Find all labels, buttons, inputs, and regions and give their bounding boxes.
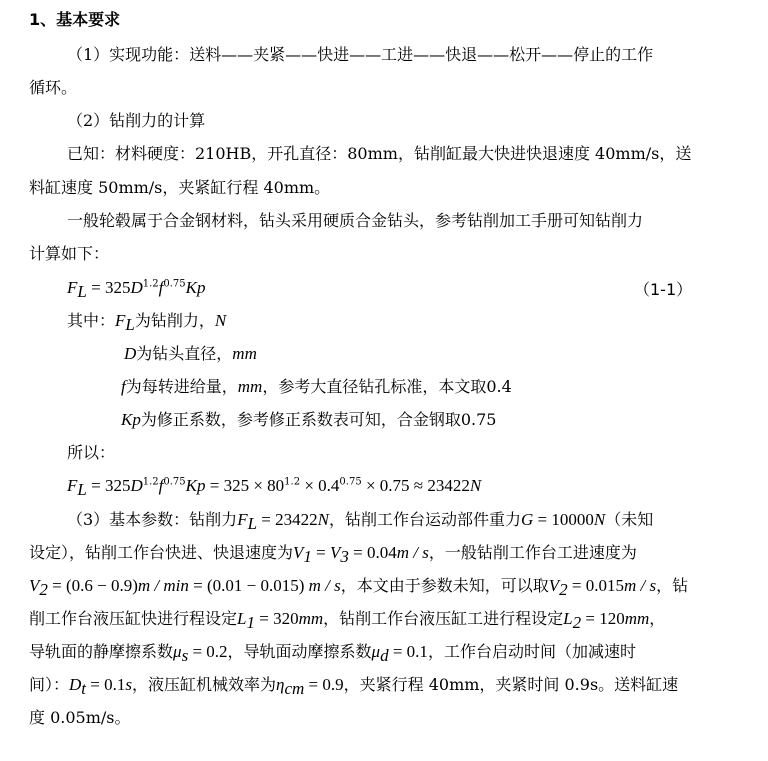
- basic-params-line6: [29, 675, 679, 699]
- p3-L1: L: [237, 609, 247, 628]
- basic-params-line4: [29, 609, 666, 633]
- p3-V2-unit1: m / min: [137, 576, 189, 595]
- formula2-D-exp: 1.2: [142, 476, 159, 488]
- p3-V2b-val: = 0.015: [567, 576, 625, 595]
- p3-Dt-val: = 0.1: [86, 675, 126, 694]
- p3-l6-b: ，液压缸机械效率为: [132, 675, 277, 694]
- p3-eta-val: = 0.9: [304, 675, 344, 694]
- formula2-D: D: [130, 476, 143, 495]
- formula1-f-exp: 0.75: [163, 278, 186, 290]
- basic-params-line2: [29, 543, 637, 567]
- p3-l5-c: ，工作台启动时间（加减速时: [427, 642, 636, 661]
- p3-l3-b: ，本文由于参数未知，可以取: [340, 576, 549, 595]
- p3-L1-unit: mm: [298, 609, 324, 628]
- basic-params-line3: [29, 576, 689, 600]
- where-line-f: [121, 377, 512, 397]
- where-f-desc: 为每转进给量，: [125, 377, 238, 396]
- formula1-D: D: [130, 278, 143, 297]
- where-line-F: [67, 311, 227, 335]
- p3-V2: V: [29, 576, 40, 595]
- p3-l1-c: （未知: [605, 510, 654, 529]
- p3-F-sub: L: [247, 514, 258, 534]
- formula2-tail: × 0.75 ≈ 23422: [361, 476, 470, 495]
- formula-1-1: [67, 278, 206, 302]
- formula2-f: f: [158, 476, 164, 495]
- p3-l1-a: （3）基本参数：钻削力: [67, 510, 238, 529]
- where-Kp-symbol: Kp: [121, 410, 141, 429]
- p3-l3-c: ，钻: [656, 576, 689, 595]
- p3-G: G: [521, 510, 534, 529]
- p3-Dt: D: [69, 675, 82, 694]
- p3-V2-sub: 2: [39, 580, 48, 600]
- where-F-desc: 为钻削力，: [134, 311, 215, 330]
- p3-F: F: [237, 510, 248, 529]
- p3-Dt-unit: s: [125, 675, 132, 694]
- known-line1: 已知：材料硬度：210HB，开孔直径：80mm，钻削缸最大快进快退速度 40mm/s，送: [67, 144, 692, 163]
- formula1-f: f: [158, 278, 164, 297]
- equation-number: （1-1）: [634, 280, 693, 299]
- paragraph-function-line2: 循环。: [29, 78, 78, 97]
- formula1-lhs: F: [67, 278, 78, 297]
- p3-l2-a: 设定），钻削工作台快进、快退速度为: [29, 543, 294, 562]
- where-Kp-desc: 为修正系数，参考修正系数表可知，合金钢取0.75: [140, 410, 497, 429]
- p3-V2b-unit: m / s: [624, 576, 657, 595]
- formula2-exp2: 0.75: [339, 476, 362, 488]
- p3-G-unit: N: [593, 510, 606, 529]
- p3-L2-unit: mm: [624, 609, 650, 628]
- p3-mu-s-sub: s: [181, 646, 189, 666]
- formula2-exp1: 1.2: [284, 476, 301, 488]
- known-line2: 料缸速度 50mm/s，夹紧缸行程 40mm。: [29, 178, 331, 197]
- formula2-lhs: F: [67, 476, 78, 495]
- p3-eta-sub: cm: [284, 679, 305, 699]
- p3-l1-b: ，钻削工作台运动部件重力: [328, 510, 521, 529]
- where-f-rest: ，参考大直径钻孔标准，本文取0.4: [262, 377, 512, 396]
- formula2-lhs-sub: L: [77, 480, 87, 500]
- p3-mu-d-sub: d: [380, 646, 389, 666]
- p3-V1: V: [293, 543, 304, 562]
- p3-L2-val: = 120: [581, 609, 625, 628]
- where-F-symbol: F: [115, 311, 126, 330]
- general-line1: 一般轮毂属于合金钢材料，钻头采用硬质合金钻头，参考钻削加工手册可知钻削力: [67, 211, 644, 230]
- p3-V2-range: = (0.6 − 0.9): [47, 576, 138, 595]
- where-line-Kp: [121, 410, 496, 430]
- p3-V1-sub: 1: [303, 547, 312, 567]
- p3-l5-b: ，导轨面动摩擦系数: [227, 642, 372, 661]
- where-label: 其中：: [67, 311, 116, 330]
- p3-L2-sub: 2: [572, 613, 582, 633]
- basic-params-line7: 度 0.05m/s。: [29, 708, 131, 727]
- where-f-unit: mm: [237, 377, 263, 396]
- formula2-eq: = 325: [86, 476, 131, 495]
- p3-V-unit: m / s: [396, 543, 429, 562]
- where-F-unit: N: [214, 311, 227, 330]
- p3-l4-a: 削工作台液压缸快进行程设定: [29, 609, 238, 628]
- p3-V2-unit2: m / s: [304, 576, 341, 595]
- formula2-unit: N: [469, 476, 482, 495]
- p3-V-eq: =: [311, 543, 330, 562]
- p3-mu-s: μ: [173, 642, 182, 661]
- paragraph-function-line1: （1）实现功能：送料——夹紧——快进——工进——快退——松开——停止的工作: [67, 45, 654, 64]
- p3-G-val: = 10000: [533, 510, 594, 529]
- p3-l6-a: 间）：: [29, 675, 70, 694]
- general-line2: 计算如下：: [29, 244, 110, 263]
- p3-l4-c: ，: [649, 609, 666, 628]
- where-D-desc: 为钻头直径，: [136, 344, 233, 363]
- formula2-x1: × 0.4: [300, 476, 340, 495]
- p3-V-val: = 0.04: [348, 543, 397, 562]
- where-f-symbol: f: [121, 377, 126, 396]
- formula1-eq: = 325: [86, 278, 131, 297]
- p3-V3: V: [330, 543, 341, 562]
- basic-params-line5: [29, 642, 636, 666]
- basic-params-line1: [67, 510, 654, 534]
- p3-F-val: = 23422: [257, 510, 318, 529]
- p3-L2: L: [563, 609, 573, 628]
- where-D-unit: mm: [232, 344, 257, 363]
- p3-Dt-sub: t: [81, 679, 87, 699]
- p3-mu-d: μ: [371, 642, 381, 661]
- section-heading: 1、基本要求: [29, 10, 121, 29]
- formula-result: [67, 476, 482, 500]
- p3-l2-b: ，一般钻削工作台工进速度为: [428, 543, 637, 562]
- formula1-Kp: Kp: [185, 278, 206, 297]
- p3-l6-c: ，夹紧行程 40mm，夹紧时间 0.9s。送料缸速: [343, 675, 679, 694]
- p3-V2-range2: = (0.01 − 0.015): [188, 576, 305, 595]
- p3-mu-d-val: = 0.1: [388, 642, 428, 661]
- p3-eta: η: [276, 675, 285, 694]
- therefore-label: 所以：: [67, 443, 116, 462]
- p3-F-unit: N: [317, 510, 329, 529]
- p3-l4-b: ，钻削工作台液压缸工进行程设定: [323, 609, 564, 628]
- p3-L1-sub: 1: [246, 613, 255, 633]
- p3-l5-a: 导轨面的静摩擦系数: [29, 642, 174, 661]
- formula1-lhs-sub: L: [77, 282, 87, 302]
- formula2-Kp: Kp: [185, 476, 206, 495]
- formula2-f-exp: 0.75: [163, 476, 186, 488]
- formula2-mid: = 325 × 80: [205, 476, 285, 495]
- formula1-D-exp: 1.2: [142, 278, 159, 290]
- p3-V3-sub: 3: [340, 547, 349, 567]
- where-line-D: [124, 344, 257, 364]
- p3-mu-s-val: = 0.2: [188, 642, 228, 661]
- where-D-symbol: D: [124, 344, 137, 363]
- where-F-sub: L: [125, 315, 135, 335]
- p3-V2b-sub: 2: [559, 580, 568, 600]
- p3-L1-val: = 320: [254, 609, 299, 628]
- p3-V2b: V: [548, 576, 560, 595]
- subsection-title-drilling-force: （2）钻削力的计算: [67, 111, 206, 130]
